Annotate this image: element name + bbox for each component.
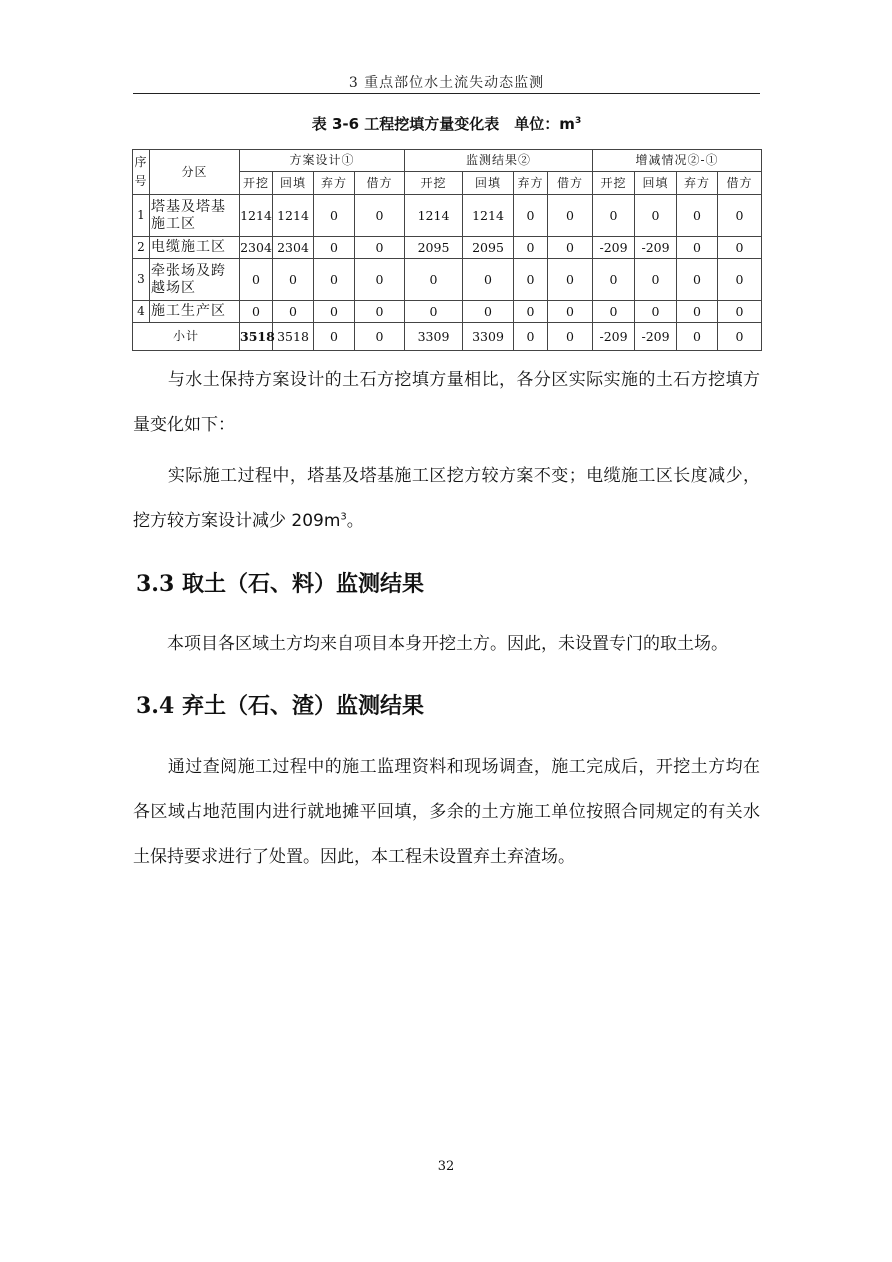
earthwork-table <box>132 149 762 351</box>
table-cell: 0 <box>240 301 273 323</box>
table-cell: -209 <box>635 237 677 259</box>
paragraph-volume-comparison: 与水土保持方案设计的土石方挖填方量相比，各分区实际实施的土石方挖填方量变化如下： <box>133 370 760 435</box>
table-cell: 0 <box>355 259 405 301</box>
paragraph-construction-change <box>133 454 760 544</box>
paragraph-spoil-soil: 通过查阅施工过程中的施工监理资料和现场调查，施工完成后，开挖土方均在各区域占地范围内进行就地摊平回填，多余的土方施工单位按照合同规定的有关水土保持要求进行了处置。因此，本工程未设置弃土弃渣场。 <box>133 757 760 867</box>
table-cell: 0 <box>514 237 548 259</box>
table-cell: 0 <box>355 301 405 323</box>
table-cell: 0 <box>593 259 635 301</box>
row-index: 4 <box>133 301 150 323</box>
section-number: 3.4 <box>136 693 175 719</box>
table-cell: 0 <box>718 195 762 237</box>
table-cell: 0 <box>405 301 463 323</box>
table-cell: 0 <box>677 237 718 259</box>
table-cell: 0 <box>273 259 314 301</box>
table-cell: -209 <box>635 323 677 351</box>
subcol-header: 开挖 <box>240 172 273 195</box>
page-number: 32 <box>437 1159 455 1174</box>
subcol-header: 回填 <box>273 172 314 195</box>
row-area: 电缆施工区 <box>150 237 240 259</box>
section-title: 取土（石、料）监测结果 <box>181 572 424 597</box>
table-cell: 0 <box>718 237 762 259</box>
table-cell: 0 <box>314 195 355 237</box>
table-cell: 0 <box>548 195 593 237</box>
subcol-header: 回填 <box>635 172 677 195</box>
table-cell: 1214 <box>405 195 463 237</box>
subtotal-label: 小计 <box>133 323 240 351</box>
row-area: 施工生产区 <box>150 301 240 323</box>
row-index: 3 <box>133 259 150 301</box>
table-cell: 0 <box>677 301 718 323</box>
table-cell: 0 <box>677 195 718 237</box>
paragraph-unit-sup: 3 <box>340 511 347 523</box>
table-cell: 3309 <box>463 323 514 351</box>
row-area: 牵张场及跨越场区 <box>150 259 240 301</box>
table-cell: 0 <box>273 301 314 323</box>
group-header-design: 方案设计① <box>240 150 405 172</box>
section-heading-3-3 <box>136 567 424 598</box>
table-cell: 0 <box>355 323 405 351</box>
table-cell: 0 <box>514 259 548 301</box>
table-cell: 0 <box>635 259 677 301</box>
row-index: 2 <box>133 237 150 259</box>
group-header-change: 增减情况②-① <box>593 150 762 172</box>
table-caption-text: 表 3-6 工程挖填方量变化表 单位：m <box>311 115 575 133</box>
header-rule <box>133 93 760 94</box>
table-cell: 0 <box>240 259 273 301</box>
subcol-header: 回填 <box>463 172 514 195</box>
table-cell: 1214 <box>273 195 314 237</box>
table-cell: 1214 <box>463 195 514 237</box>
table-cell: 2095 <box>463 237 514 259</box>
subcol-header: 借方 <box>718 172 762 195</box>
table-cell: 0 <box>355 195 405 237</box>
table-cell: 0 <box>548 259 593 301</box>
table-cell: 3309 <box>405 323 463 351</box>
col-index-header: 序号 <box>133 150 150 195</box>
subcol-header: 借方 <box>355 172 405 195</box>
section-title: 弃土（石、渣）监测结果 <box>181 694 424 719</box>
subcol-header: 弃方 <box>314 172 355 195</box>
subcol-header: 弃方 <box>514 172 548 195</box>
table-cell: 0 <box>718 323 762 351</box>
subcol-header: 弃方 <box>677 172 718 195</box>
subcol-header: 开挖 <box>593 172 635 195</box>
table-cell: 0 <box>314 237 355 259</box>
table-caption-sup: 3 <box>574 116 582 126</box>
table-cell: 0 <box>548 301 593 323</box>
table-cell: 0 <box>635 195 677 237</box>
table-cell: 0 <box>548 237 593 259</box>
subtotal-row <box>133 323 762 351</box>
paragraph-end-punct: 。 <box>346 511 364 531</box>
table-cell: 0 <box>463 301 514 323</box>
table-cell: 0 <box>355 237 405 259</box>
table-cell: 2304 <box>240 237 273 259</box>
table-cell: 2304 <box>273 237 314 259</box>
table-cell: 0 <box>514 323 548 351</box>
table-cell: 0 <box>677 259 718 301</box>
table-cell: 0 <box>593 195 635 237</box>
section-number: 3.3 <box>136 571 175 597</box>
table-cell: -209 <box>593 323 635 351</box>
row-index: 1 <box>133 195 150 237</box>
section-heading-3-4 <box>136 689 424 720</box>
table-cell: 0 <box>677 323 718 351</box>
table-row <box>133 195 762 237</box>
table-cell: 2095 <box>405 237 463 259</box>
paragraph-borrow-soil: 本项目各区域土方均来自项目本身开挖土方。因此，未设置专门的取土场。 <box>133 634 728 654</box>
table-cell: 0 <box>635 301 677 323</box>
table-cell: 0 <box>314 301 355 323</box>
table-caption <box>133 113 760 134</box>
table-cell: 0 <box>548 323 593 351</box>
table-row <box>133 259 762 301</box>
table-cell: 0 <box>514 195 548 237</box>
col-area-header: 分区 <box>150 150 240 195</box>
table-cell: 0 <box>314 259 355 301</box>
subcol-header: 开挖 <box>405 172 463 195</box>
table-cell: 0 <box>463 259 514 301</box>
table-cell: 3518 <box>240 323 273 351</box>
table-cell: 0 <box>405 259 463 301</box>
table-cell: -209 <box>593 237 635 259</box>
table-cell: 0 <box>718 301 762 323</box>
table-row <box>133 237 762 259</box>
table-cell: 1214 <box>240 195 273 237</box>
table-cell: 0 <box>514 301 548 323</box>
table-row <box>133 301 762 323</box>
page-header: 3 重点部位水土流失动态监测 <box>348 75 545 91</box>
table-cell: 0 <box>593 301 635 323</box>
table-cell: 3518 <box>273 323 314 351</box>
table-header-row <box>133 150 762 172</box>
row-area: 塔基及塔基施工区 <box>150 195 240 237</box>
table-cell: 0 <box>314 323 355 351</box>
table-cell: 0 <box>718 259 762 301</box>
group-header-monitor: 监测结果② <box>405 150 593 172</box>
paragraph-construction-change-text: 实际施工过程中，塔基及塔基施工区挖方较方案不变；电缆施工区长度减少，挖方较方案设计减少 209m <box>133 466 760 531</box>
subcol-header: 借方 <box>548 172 593 195</box>
